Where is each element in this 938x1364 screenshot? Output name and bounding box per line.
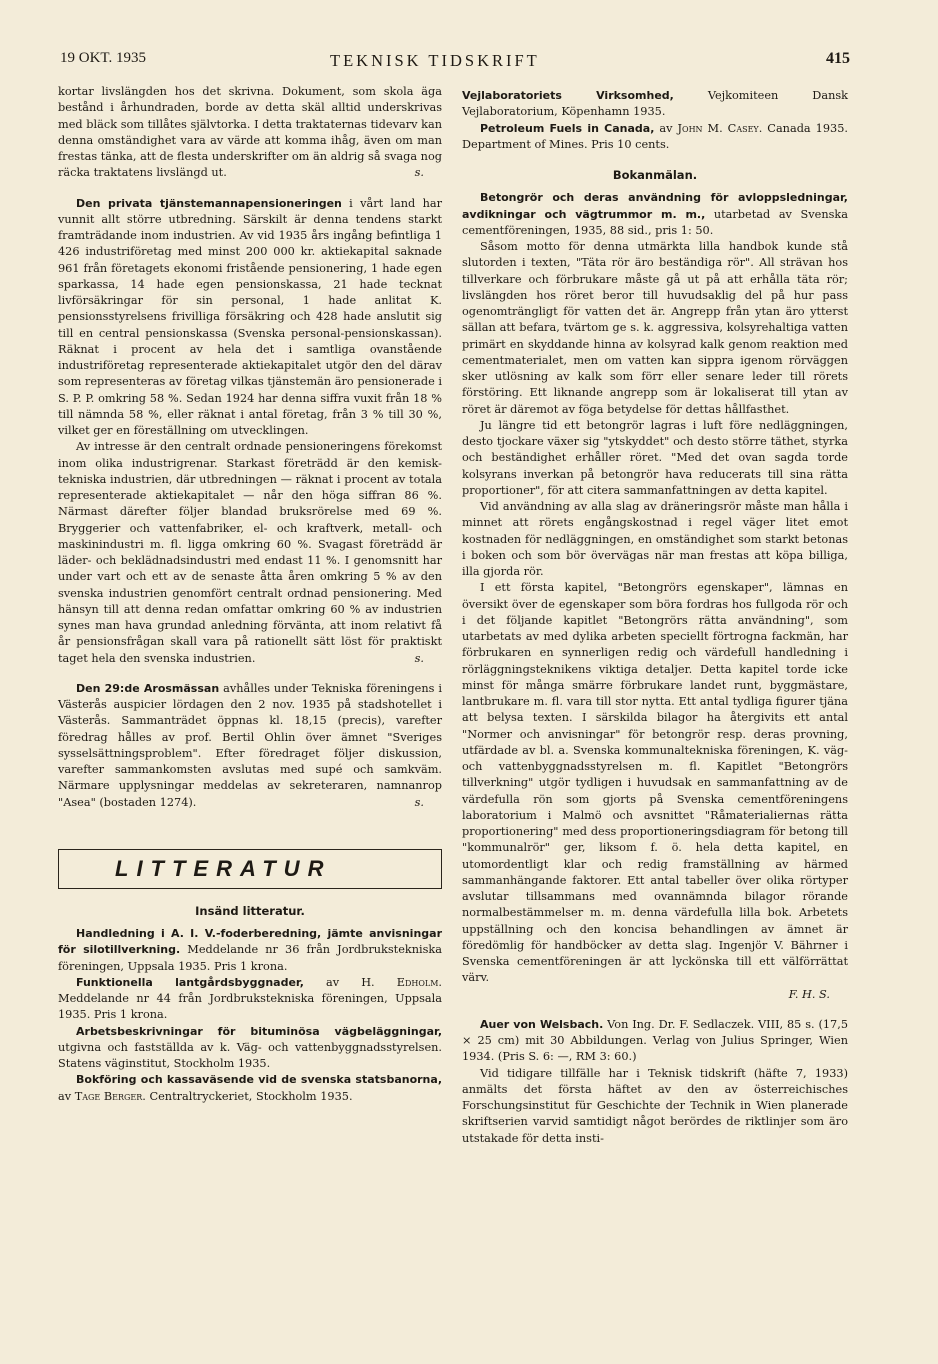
signature: s. [414,166,424,180]
review-heading: Betongrör och deras användning för avloppsledningar, avdikningar och vägtrummor m. m., utarbetad av Svenska cementföreningen, 1935, 88 sid., pris 1: 50. [462,191,848,237]
litteratur-section-box [58,849,442,889]
subsection-title: Bokanmälan. [612,168,698,182]
subsection-title: Insänd litteratur. [195,903,305,918]
review-paragraph: Såsom motto för denna utmärkta lilla handbok kunde stå slutorden i texten, "Täta rör äro beständiga rör". All strävan hos tillverkare och förbrukare måste gå ut på att erhålla täta rör; livslängden hos röret beror till huvudsaklig del på hur pass ogenomträngligt för vatten det är. Angrepp från ytan äro ytterst sällan att befara, tvärtom ge s. k. aggressiva, kolsyrehaltiga vatten primärt en skyddande hinna av kolsyrad kalk genom reaktion med cementmaterialet, men om vatten kan sippra igenom rörväggen sker utlösning av kalk som förr eller senare leder till rörets förstöring. Ett liknande angrepp som är lokaliserat till ytan av röret är däremot av föga betydelse för dettas hållfasthet. [462,240,848,416]
literature-item: Funktionella lantgårdsbyggnader, av H. Edholm. Meddelande nr 44 från Jordbrukstekniska föreningen, Uppsala 1935. Pris 1 krona. [58,975,442,1022]
right-column [462,88,848,1147]
article-heading: Den privata tjänstemannapensioneringen [76,196,342,210]
section-title: LITTERATUR [115,855,332,881]
literature-item: Handledning i A. I. V.-foderberedning, jämte anvisningar för silotillverkning. Meddelande nr 36 från Jordbrukstekniska föreningen, Uppsala 1935. Pris 1 krona. [58,927,443,973]
article-pension: Den privata tjänstemannapensioneringen i vårt land har vunnit allt större utbredning. Särskilt är denna tendens starkt framträdande inom industrien. Av vid 1935 års ingång befintliga 1 426 industriföretag med minst 200 000 kr. aktiekapital saknade 961 från företagets ekonomi fristående pensionering, 1 hade egen sparkassa, 14 hade egen pensionskassa, 21 hade tecknat livförsäkringar för sin personal, 1 hade anlitat K. pensionsstyrelsens frivilliga försäkring och 428 hade anslutit sig till en central pensionskassa (Svenska personal-pensionskassan). Räknat i procent av hela det i samtliga ovanstående industriföretag representerade aktiekapitalet utgör den del därav som representeras av företag vilkas tjänstemän äro pensionerade i S. P. P. omkring 58 %. Sedan 1924 har denna siffra vuxit från 18 % till nämnda 58 %, eller räknat i antal företag, från 3 % till 30 %, vilket ger en föreställning om utvecklingen. [58,196,442,437]
literature-item: Arbetsbeskrivningar för bituminösa vägbeläggningar, utgivna och fastställda av k. Väg- och vattenbyggnadsstyrelsen. Statens väginstitut, Stockholm 1935. [58,1024,442,1070]
article-paragraph: kortar livslängden hos det skrivna. Dokument, som skola äga bestånd i århundraden, borde av detta skäl alltid underskrivas med bläck som tillåtes självtorka. I detta traktaternas tidevarv kan denna omständighet vara av värde att komma ihåg, även om man frestas tänka, att de flesta underskrifter om än aldrig så svaga nog räcka traktatens livslängd ut. s. [58,84,442,182]
journal-title: TEKNISK TIDSKRIFT [330,51,540,70]
article-arosmassan: Den 29:de Arosmässan avhålles under Tekniska föreningens i Västerås auspicier lördagen den 2 nov. 1935 på stadshotellet i Västerås. Sammanträdet öppnas kl. 18,15 (precis), varefter föredrag hålles av prof. Bertil Ohlin över ämnet "Sveriges sysselsättningsproblem". Efter föredraget följer diskussion, varefter sammankomsten avslutas med supé och samkväm. Närmare upplysningar meddelas av sekreteraren, namnanrop "Asea" (bostaden 1274). s. [58,681,442,811]
review-paragraph: Vid användning av alla slag av dräneringsrör måste man hålla i minnet att rörets engångskostnad i regel väger litet emot kostnaden för nedläggningen, en omständighet som starkt betonas i boken och som bör övervägas när man frestas att köpa billiga, illa gjorda rör. [462,500,848,578]
left-column [58,84,442,1105]
review-paragraph: Vid tidigare tillfälle har i Teknisk tidskrift (häfte 7, 1933) anmälts det första häftet av den av österreichisches Forschungsinstitut für Geschichte der Technik in Wien planerade skriftserien varvid samtidigt något berördes de riktlinjer som äro utstakade för detta insti- [462,1066,848,1145]
article-paragraph: Av intresse är den centralt ordnade pensioneringens förekomst inom olika industrigrenar. Starkast företrädd är den kemisk-tekniska industrien, där utbredningen — räknat i procent av totala representerade aktiekapitalet — når den höga siffran 86 %. Närmast därefter följer blandad bruksrörelse med 69 %. Bryggerier och vattenfabriker, el- och kraftverk, metall- och maskinindustri m. fl. ligga omkring 60 %. Svagast företrädd är läder- och beklädnadsindustri med endast 11 %. I genomsnitt har under vart och ett av de senaste åtta åren omkring 5 % av den svenska industrien genomfört centralt ordnad pensionering. Med hänsyn till att denna redan omfattar omkring 60 % av industrien synes man hava grundad anledning förvänta, att inom relativt få år pensionsfrågan skall vara på rationellt sätt löst för praktiskt taget hela den svenska industrien. s. [58,439,442,667]
page-number: 415 [826,50,850,67]
signature: s. [414,795,424,809]
article-heading: Den 29:de Arosmässan [76,681,220,695]
review-paragraph: Ju längre tid ett betongrör lagras i luft före nedläggningen, desto tjockare växer sig "ytskyddet" och desto större täthet, styrka och beständighet erhåller röret. "Med det ovan sagda torde kolsyrans inverkan på betongrör hava reducerats till sina rätta proportioner", för att citera sammanfattningen av detta kapitel. [462,418,848,497]
signature: s. [414,651,424,665]
review-paragraph: I ett första kapitel, "Betongrörs egenskaper", lämnas en översikt över de egenskaper som böra fordras hos fullgoda rör och i det följande kapitlet "Betongrörs rätta användning", som utarbetats av med dylika arbeten speciellt förtrogna fackmän, har förbrukaren en synnerligen redig och värdefull handledning i rörläggningsteknikens viktiga detaljer. Detta kapitel torde icke minst för många smärre förbrukare landet runt, byggmästare, lantbrukare m. fl. vara till stor nytta. Ett antal tydliga figurer tjäna att belysa texten. I särskilda bilagor ha återgivits ett antal "Normer och anvisningar" för betongrör resp. deras provning, utfärdade av bl. a. Svenska kommunaltekniska föreningen, K. väg- och vattenbyggnadsstyrelsen m. fl. Kapitlet "Betongrörs tillverkning" utgör tydligen i huvudsak en sammanfattning av de värdefulla rön som gjorts på Svenska cementföreningens laboratorium i Malmö och avsnittet "Råmaterialiernas rätta proportionering" med dess proportioneringsdiagram för betong till "kommunalrör" ger, liksom f. ö. hela detta kapitel, en utomordentligt klar och redig framställning av härmed sammanhängande faktorer. Ett antal tabeller över olika rörtyper avslutar tillsammans med ovannämnda bilagor rörande normalbestämmelser m. m. denna värdefulla lilla bok. Arbetets uppställning och den koncisa behandlingen av ämnet är föredömlig för handböcker av detta slag. Ingenjör V. Bährner i Svenska cementföreningen är att lyckönska till ett välförrättat värv. [462,581,848,985]
review-signature: F. H. S. [788,987,830,1001]
page-header [60,50,850,72]
literature-item: Vejlaboratoriets Virksomhed, Vejkomiteen Dansk Vejlaboratorium, Köpenhamn 1935. [462,89,848,119]
issue-date: 19 OKT. 1935 [60,50,146,66]
review-heading: Auer von Welsbach. Von Ing. Dr. F. Sedlaczek. VIII, 85 s. (17,5 × 25 cm) mit 30 Abbildungen. Verlag von Julius Springer, Wien 1934. (Pris S. 6: —, RM 3: 60.) [462,1017,849,1064]
literature-item: Bokföring och kassaväsende vid de svenska statsbanorna, av Tage Berger. Centraltryckeriet, Stockholm 1935. [58,1073,442,1103]
literature-item: Petroleum Fuels in Canada, av John M. Casey. Canada 1935. Department of Mines. Pris 10 cents. [462,121,848,151]
